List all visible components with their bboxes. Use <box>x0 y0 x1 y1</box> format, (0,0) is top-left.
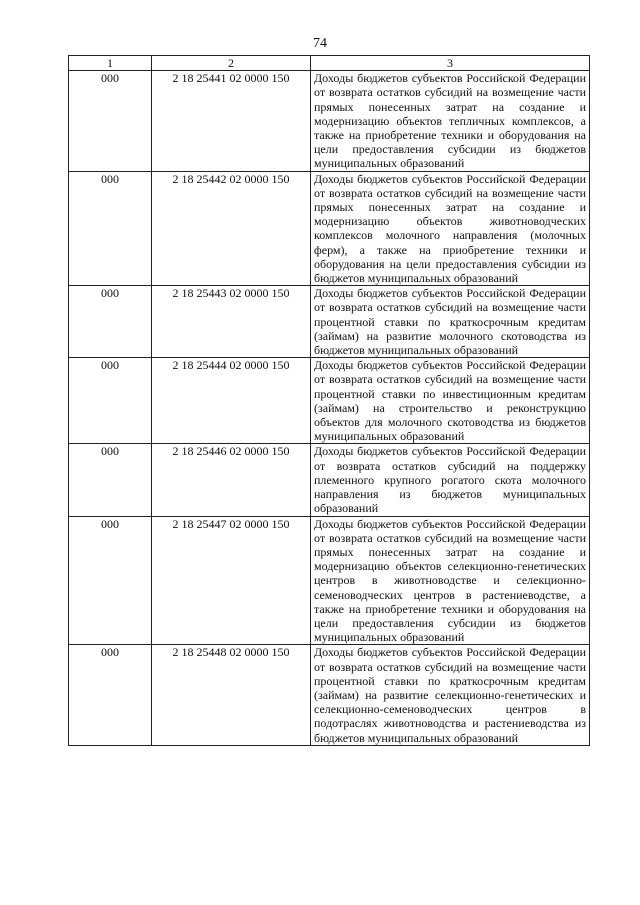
table-row <box>69 516 590 645</box>
column-header-2: 2 <box>152 56 311 71</box>
budget-code-cell: 2 18 25448 02 0000 150 <box>152 645 311 745</box>
table-header-row <box>69 56 590 71</box>
admin-code-cell: 000 <box>69 516 152 645</box>
revenue-description-cell: Доходы бюджетов субъектов Российской Федерации от возврата остатков субсидий на возмещение части прямых понесенных затрат на создание и модернизацию объектов селекционно-генетических центров в животноводстве и селекционно-семеноводческих центров в растениеводстве, а также на приобретение техники и оборудования на цели предоставления субсидии из бюджетов муниципальных образований <box>311 516 590 645</box>
revenue-description-cell: Доходы бюджетов субъектов Российской Федерации от возврата остатков субсидий на возмещение части процентной ставки по инвестиционным кредитам (займам) на строительство и реконструкцию объектов для молочного скотоводства из бюджетов муниципальных образований <box>311 358 590 444</box>
table-row <box>69 286 590 358</box>
table-row <box>69 444 590 516</box>
admin-code-cell: 000 <box>69 444 152 516</box>
budget-code-cell: 2 18 25443 02 0000 150 <box>152 286 311 358</box>
page-number: 74 <box>313 36 327 51</box>
table-row <box>69 171 590 286</box>
revenue-code-table <box>68 55 590 746</box>
budget-code-cell: 2 18 25442 02 0000 150 <box>152 171 311 286</box>
column-header-1: 1 <box>69 56 152 71</box>
revenue-description-cell: Доходы бюджетов субъектов Российской Федерации от возврата остатков субсидий на возмещение части процентной ставки по краткосрочным кредитам (займам) на развитие молочного скотоводства из бюджетов муниципальных образований <box>311 286 590 358</box>
admin-code-cell: 000 <box>69 171 152 286</box>
budget-code-cell: 2 18 25446 02 0000 150 <box>152 444 311 516</box>
revenue-description-cell: Доходы бюджетов субъектов Российской Федерации от возврата остатков субсидий на возмещение части процентной ставки по краткосрочным кредитам (займам) на развитие селекционно-генетических и селекционно-семеноводческих центров в подотраслях животноводства и растениеводства из бюджетов муниципальных образований <box>311 645 590 745</box>
admin-code-cell: 000 <box>69 286 152 358</box>
budget-code-cell: 2 18 25444 02 0000 150 <box>152 358 311 444</box>
table-row <box>69 358 590 444</box>
table-row <box>69 71 590 171</box>
revenue-description-cell: Доходы бюджетов субъектов Российской Федерации от возврата остатков субсидий на возмещение части прямых понесенных затрат на создание и модернизацию объектов тепличных комплексов, а также на приобретение техники и оборудования на цели предоставления субсидии из бюджетов муниципальных образований <box>311 71 590 171</box>
table-row <box>69 645 590 745</box>
revenue-description-cell: Доходы бюджетов субъектов Российской Федерации от возврата остатков субсидий на поддержку племенного крупного рогатого скота молочного направления из бюджетов муниципальных образований <box>311 444 590 516</box>
admin-code-cell: 000 <box>69 645 152 745</box>
admin-code-cell: 000 <box>69 71 152 171</box>
column-header-3: 3 <box>311 56 590 71</box>
revenue-description-cell: Доходы бюджетов субъектов Российской Федерации от возврата остатков субсидий на возмещение части прямых понесенных затрат на создание и модернизацию объектов животноводческих комплексов молочного направления (молочных ферм), а также на приобретение техники и оборудования на цели предоставления субсидии из бюджетов муниципальных образований <box>311 171 590 286</box>
budget-code-cell: 2 18 25447 02 0000 150 <box>152 516 311 645</box>
admin-code-cell: 000 <box>69 358 152 444</box>
budget-code-cell: 2 18 25441 02 0000 150 <box>152 71 311 171</box>
